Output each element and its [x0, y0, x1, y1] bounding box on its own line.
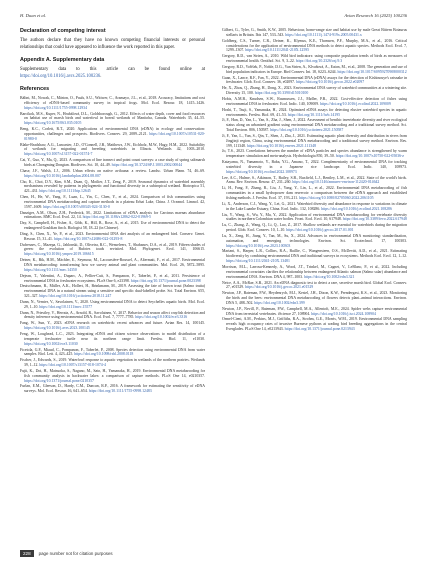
reference-text: Neice, A.A., McRae, S.B., 2021. An eDNA diagnostic test to detect a rare, secretive marsh bird. Global Ecol. Conserv. 27, e01529.	[222, 280, 407, 290]
reference-text: Li, H., Fang, F., Zhang, R., Liu, J., Yang, Y., Lin, L., et al., 2022. Environmental DNA metabarcoding of fish communities in a small hydropower dam reservoir: a comparison between the eDNA approach and established fishing methods. J. Freshw. Ecol. 37, 193–211.	[222, 186, 407, 200]
reference-item	[222, 160, 407, 175]
reference-doi-link[interactable]: https://doi.org/10.1186/s12862-022-01969-5	[82, 215, 151, 220]
reference-item	[222, 39, 407, 54]
page-footer	[20, 550, 113, 557]
reference-item	[222, 176, 407, 186]
reference-item	[20, 258, 205, 273]
reference-text: Newton, J.P., Nevill, P., Bateman, P.W., Campbell, M.A., Allentoft, M.E., 2024. Spider webs capture environmental DNA from terrestrial vertebrates. iScience 27, 108904.	[222, 306, 407, 316]
reference-text: Deutschmann, B., Müller, A.K., Hollert, H., Brinkmann, M., 2019. Assessing the fate of brown trout (Salmo trutta) environmental DNA in a natural stream using a sensitive and specific dual-labelled probe. Sci. Total Environ. 655, 321–327.	[20, 284, 205, 299]
reference-item	[222, 76, 407, 86]
reference-item	[222, 65, 407, 75]
reference-item	[222, 281, 407, 291]
reference-item	[20, 284, 205, 299]
reference-doi-link[interactable]: https://doi.org/10.1002/ece3.11030	[24, 341, 78, 346]
reference-doi-link[interactable]: https://doi.org/10.1016/j.isci.2024.108904	[311, 311, 376, 316]
left-column	[20, 28, 205, 395]
reference-item	[222, 223, 407, 233]
running-header-authors: H. Duan et al.	[20, 13, 47, 18]
reference-item	[20, 321, 205, 331]
reference-text: Dunn, N., Priestley, V., Herraiz, A., Arnold, R., Savolainen, V., 2017. Behavior and season affect crayfish detection and density inference using environmental DNA. Ecol. Evol. 7, 7777–7785.	[20, 310, 205, 320]
reference-text: Ficetola, G.F., Miaud, C., Pompanon, F., Taberlet, P., 2008. Species detection using environmental DNA from water samples. Biol. Lett. 4, 423–425.	[20, 347, 205, 357]
reference-item	[222, 118, 407, 133]
reference-doi-link[interactable]: https://doi.org/10.1146/annurev-environ-112420-014642	[292, 180, 380, 185]
reference-list-right	[222, 28, 407, 332]
reference-item	[20, 311, 205, 321]
reference-item	[20, 127, 205, 142]
reference-doi-link[interactable]: https://doi.org/10.1016/j.ecolind.2022.109009	[320, 101, 391, 106]
reference-text: Gregory, R.D., Vořišek, P., Noble, D.G., Van Strien, A., Klvaňová, A., Eaton, M., et al., 2008. The generation and use of bird population indicators in Europe. Bird Conserv. Int. 18, S223–S244.	[222, 64, 407, 74]
reference-text: Hoshi, T., Tsuji, S., Yamanaka, H., 2024. Optimized eDNA assays for detecting elusive waterbird species in aquatic environments. Freshw. Biol. 69, 41–53.	[222, 107, 407, 117]
reference-doi-link[interactable]: https://doi.org/10.3389/fevo.2022.617948	[342, 217, 407, 222]
reference-doi-link[interactable]: https://doi.org/10.1371/journal.pone.0023398	[130, 278, 201, 283]
reference-text: Deiner, K., Bik, H.M., Mächler, E., Seymour, M., Lacoursière-Roussel, A., Altermatt, F., et al., 2017. Environmental DNA metabarcoding: transforming how we survey animal and plant communities. Mol. Ecol. 26, 5872–5895.	[20, 258, 205, 267]
reference-text: Ji, F., Han, D., Yan, L., Yan, S., Zha, J., Shen, J., 2022. Assessment of benthic invertebrate diversity and river ecological status along an urbanized gradient using environmental DNA metabarcoding and a traditional survey method. Sci. Total Environ. 806, 150587.	[222, 118, 407, 133]
reference-doi-link[interactable]: https://doi.org/10.1111/j.1474-919x.2005.00431.x	[285, 32, 362, 37]
reference-doi-link[interactable]: https://doi.org/10.1007/s10531-020-01980-0	[24, 131, 205, 141]
reference-text: Blake-Bradshaw, A.G., Lancaster, J.D., O'Connell, J.B., Matthews, J.W., Eichholz, M.W., Hagy, H.M., 2022. Suitability of wetlands for migrating and breeding waterbirds in Illinois. Wetlands 42, 1003–2010.	[20, 142, 205, 152]
reference-text: Guan, X., Lance, R.F., Fan, Y., 2022. Environmental DNA (eDNA) assays for the detection of Kishinouye's ratsnake in freshwater. Glob. Ecol. Conserv. 36, e02097.	[222, 75, 407, 85]
reference-doi-link[interactable]: https://doi.org/10.1007/s13157-022-01574-7	[24, 152, 93, 157]
reference-item	[20, 221, 205, 231]
reference-text: Cai, Y., Guo, Y., Ma, Q., 2023. A comparison of line transect and point count surveys: a case study of spring saltmarsh birds at Chongming Dongtan. Biodivers. Sci. 10, 44–49.	[20, 158, 205, 167]
reference-list-left	[20, 96, 205, 394]
reference-text: Barcikok, M.S., Kuper, N., Hrubálová, D.L., Goldsborough, G., 2012. Effects of water depth, cover and food resources on habitat use of marsh birds and waterfowl in boreal wetlands of Manitoba, Canada. Waterbirds 35, 44–55.	[20, 111, 205, 121]
reference-doi-link[interactable]: https://doi.org/10.1080/02705060.2022.2061105	[298, 196, 374, 200]
reference-text: Chen, H., He, W., Yang, F., Luan, L., Yin, C., Chen, Y., et al., 2024. Comparison of fish communities using environmental DNA metabarcoding and capture methods in a plateau Erhai Lake, China. J. Oceanol. Limnol. 42, 1597–1609.	[20, 195, 205, 209]
reference-doi-link[interactable]: https://doi.org/10.1002/ece3.3316	[135, 315, 188, 320]
reference-item	[222, 86, 407, 96]
reference-text: Fischer, J., Edwards, S., 2019. Waterfowl response to aquatic vegetation in wetlands of the northern prairies. Wetlands 39, 1–12.	[20, 358, 205, 368]
reference-item	[222, 149, 407, 159]
reference-text: Fujii, K., Doi, H., Matsuoka, S., Nagano, M., Sato, H., Yamanaka, H., 2019. Environmental DNA metabarcoding for fish community analysis in backwater lakes: a comparison of capture methods. PLoS One 14, e0210357.	[20, 368, 205, 378]
references-heading: References	[20, 86, 50, 92]
reference-text: Dejean, T., Valentini, A., Duparc, A., Pellier-Cuit, S., Pompanon, F., Taberlet, P., et al., 2011. Persistence of environmental DNA in freshwater ecosystems. PLoS One 6, e23398.	[20, 273, 205, 283]
reference-doi-link[interactable]: https://doi.org/10.1002/edn3.399	[254, 300, 305, 305]
reference-text: Goldberg, C.S., Turner, C.R., Deiner, K., Klymus, K.E., Thomsen, P.F., Murphy, M.A., et al., 2016. Critical considerations for the application of environmental DNA methods to detect aquatic species. Methods Ecol. Evol. 7, 1299–1307.	[222, 38, 407, 53]
reference-item	[20, 300, 205, 310]
reference-text: Beng, K.C., Corlett, R.T., 2020. Applications of environmental DNA (eDNA) in ecology and conservation: opportunities, challenges and prospects. Biodivers. Conserv. 29, 2089–2121.	[20, 127, 205, 136]
reference-doi-link[interactable]: https://doi.org/10.1016/j.scitotenv.2021.150587	[270, 128, 344, 133]
reference-text: Gregory, R.D., van Strien, A., 2010. Wild bird indicators: using composite population trends of birds as measures of environmental health. Ornithol. Sci. 9, 3–22.	[222, 54, 407, 64]
reference-item	[20, 158, 205, 168]
reference-doi-link[interactable]: https://doi.org/10.1007/s12686-022-01293-8	[53, 236, 123, 241]
reference-doi-link[interactable]: https://doi.org/10.1111/mec.14350	[24, 267, 77, 272]
reference-text: He, X., Zhou, Q., Zhang, H., Dong, X., 2023. Environmental DNA survey of waterbird communities at a wintering site. Diversity 15, 100.	[222, 86, 407, 96]
reference-doi-link[interactable]: https://doi.org/10.1002/edn3.321	[303, 274, 355, 279]
reference-text: Mariani, S., Harper, L.R., Collins, R.A., Baillie, C., Wangensteen, O.S., McDevitt, A.D., et al., 2021. Estimating biodiversity by combining environmental DNA and traditional surveys in ecosystems. Methods Ecol. Evol. 12, 1–12.	[222, 249, 407, 259]
reference-text: Chase, J.F., Walsh, J.J., 2006. Urban effects on native avifauna: a review. Landsc. Urban Plann. 74, 46–69.	[20, 168, 205, 173]
reference-doi-link[interactable]: https://doi.org/10.1111/btp.12645	[39, 189, 91, 194]
reference-text: Dunn, N., Vernier, V., Savolainen, V., 2020. Using environmental DNA to detect Seychelles aquatic birds. Mol. Ecol. 29, 1–10.	[20, 299, 205, 309]
reference-item	[20, 274, 205, 284]
reference-text: Ding, S., Chen, X., Ye, P., et al., 2023. Environmental DNA diet analysis of an endangered bird. Conserv. Genet. Resour. 15, 31–41.	[20, 231, 205, 241]
reference-doi-link[interactable]: https://doi.org/10.1016/j.gecco.2021.e01529	[245, 285, 314, 290]
reference-text: Dufresnes, C., Mazepa, G., Jablonski, D., Oliveira, R.C., Wenseleers, T., Shabanov, D.A., et al., 2019. Fifteen shades of green: the evolution of Bufotes toads revisited. Mol. Phylogenet. Evol. 141, 106615.	[20, 242, 205, 252]
reference-item	[222, 54, 407, 64]
reference-text: Hobis, A.M.B., Knudsen, S.W., Rasmussen, J.J., Møller, P.R., 2022. Cost-effective detection of fishes using environmental DNA in freshwater. Ecol. Indic. 140, 109009.	[222, 96, 407, 106]
reference-item	[20, 112, 205, 127]
reference-doi-link[interactable]: https://doi.org/10.1675/063.035.0105	[24, 121, 82, 126]
reference-doi-link[interactable]: https://doi.org/10.1016/j.ecolind.2022.108973	[226, 169, 297, 174]
reference-doi-link[interactable]: https://doi.org/10.1371/journal.pone.0213943	[284, 327, 355, 332]
reference-doi-link[interactable]: https://doi.org/10.1007/s13157-018-1074-4	[39, 363, 106, 368]
running-header-journal: Avian Research 16 (2025) 100236	[344, 13, 407, 18]
reference-item	[222, 134, 407, 149]
reference-text: Day, S., Campbell, H., Fisher, A., Gibb, K., Hill, B., Rose, A., et al., 2015. Use of environmental DNA to detect the endangered Gouldian finch. Biologist 58, 18–22 (in Chinese).	[20, 221, 205, 231]
reference-item	[20, 332, 205, 347]
reference-doi-link[interactable]: https://doi.org/10.1111/2041-210X.13481	[226, 259, 290, 264]
appendix-text-before: Supplementary data to this article can be found online at	[20, 67, 205, 72]
competing-interest-heading: Declaration of competing interest	[20, 28, 106, 34]
reference-item	[222, 28, 407, 38]
reference-doi-link[interactable]: https://doi.org/10.1016/j.scitotenv.2018.11.247	[39, 294, 112, 299]
reference-text: Liu, Y., Wang, S., Wu, Y., Ma, Y., 2022. Application of environmental DNA metabarcoding for vertebrate diversity studies in northern Colombian water bodies. Front. Ecol. Evol. 10, 617948.	[222, 212, 407, 222]
appendix-text-after: .	[100, 73, 102, 79]
reference-doi-link[interactable]: https://doi.org/10.1098/rsbl.2008.0118	[74, 352, 134, 357]
page-number: 228	[20, 550, 34, 557]
reference-item	[222, 307, 407, 317]
reference-doi-link[interactable]: https://doi.org/10.3390/d15010100	[254, 91, 309, 96]
reference-doi-link[interactable]: https://doi.org/10.1111/mec.15577	[39, 304, 93, 309]
reference-text: Feng, W., Loughead, L.C., 2023. Integrating eDNA and citizen science observations to model distribution of a temperate freshwater turtle near its northern range limit. Freshw. Biol. 11, e11030.	[20, 331, 205, 341]
reference-text: Fang, W., Sun, Y., 2023. eDNA research on waterbirds: recent advances and future. Avian Res. 14, 100145.	[20, 321, 205, 326]
appendix-text	[20, 67, 205, 80]
reference-text: Lu, X., Zeng, H., Jiang, Y., Tan, M., Su, X., 2024. Advances in environmental DNA monitoring: standardization, automation, and emerging technologies. Environ. Sci. Ecotechnol. 17, 100303.	[222, 233, 407, 243]
reference-item	[222, 291, 407, 306]
reference-text: Lee, A.C., Hulme, S., Atkinson, T., Bailey, S.B., Buxfield, L.J., Bentley, L.M., et al., 2022. State of the world's birds. Annu. Rev. Environ. Resour. 47, 231–260.	[222, 175, 407, 185]
reference-doi-link[interactable]: https://doi.org/10.1111/1755-0998.12934	[24, 105, 88, 110]
reference-text: Cho, K., Choi, D.Y., Kim, S.M., Duan, Q., Moilier, J.T., Zeng, P., 2019. Seasonal dynamics of waterbird assembly mechanisms revealed by patterns in phylogenetic and functional diversity in a subtropical wetland. Biotropica 51, 421–431.	[20, 179, 205, 194]
reference-text: Newton, J.P., Bateman, P.W., Heydenrych, M.J., Kestel, J.H., Dixon, K.W., Prendergast, K.S., et al., 2023. Monitoring the birds and the bees: environmental DNA metabarcoding of flowers detects plant–animal interactions. Environ. DNA 5, 488–502.	[222, 291, 407, 305]
reference-doi-link[interactable]: https://doi.org/10.1016/j.envres.2021.111348	[246, 143, 317, 148]
reference-text: Lu, C., Zhang, Z., Wang, Q., Li, Q., Luo, Z., 2017. Shallow wetlands are essential for waterbirds during the migration period. Glob. Ecol. Conserv. 10, 1–10.	[222, 223, 407, 233]
reference-doi-link[interactable]: https://doi.org/10.3724/SP.J.1003.2002.00044	[111, 162, 183, 167]
right-column	[222, 28, 407, 333]
reference-item	[222, 213, 407, 223]
reference-item	[20, 232, 205, 242]
reference-item	[20, 180, 205, 195]
reference-item	[20, 243, 205, 258]
reference-text: Morrison, M.L., Larrosa-Kennedy, A., Wood, J.T., Trinkel, M., Cagnet, V., LeBlanc, P., et al., 2022. Including environmental covariates clarifies the relationship between endangered Atlantic salmon (Salmo salar) abundance and environmental DNA. Environ. DNA 4, 987–1003.	[222, 264, 407, 279]
reference-doi-link[interactable]: https://doi.org/10.1111/2041-210X.12595	[245, 48, 310, 53]
reference-doi-link[interactable]: https://doi.org/10.1016/j.gecco.2022.e02097	[296, 80, 365, 85]
reference-item	[222, 234, 407, 249]
reference-text: Li, X., Anderson, C.J., Wang, Y., Lei, G., 2021. Waterbird diversity and abundance in response to variations in climate in the Lake Luanhe Estuary, China. Ecol. Indic. 132, 108286.	[222, 201, 407, 211]
reference-item	[222, 97, 407, 107]
reference-doi-link[interactable]: https://doi.org/10.1007/s10750-022-05036-z	[335, 154, 405, 159]
reference-text: Bálint, M., Nowak, C., Márton, O., Pauls, S.U., Wittwer, C., Aramayo, J.L., et al., 2018. Accuracy, limitations and cost efficiency of eDNA-based community survey in tropical frogs. Mol. Ecol. Resour. 18, 1415–1426.	[20, 96, 205, 105]
appendix-heading: Appendix A. Supplementary data	[20, 57, 105, 63]
reference-doi-link[interactable]: https://doi.org/10.1371/journal.pone.0210357	[24, 378, 94, 383]
reference-doi-link[interactable]: https://doi.org/10.1016/j.ympev.2019.106615	[24, 252, 94, 257]
reference-item	[222, 249, 407, 264]
reference-doi-link[interactable]: https://doi.org/10.1016/j.gecco.2017.01.001	[286, 228, 354, 233]
reference-item	[20, 358, 205, 368]
appendix-link[interactable]: https://doi.org/10.1016/j.avrs.2025.100236	[20, 73, 101, 79]
footer-text: page number not for citation purposes	[38, 551, 113, 556]
reference-doi-link[interactable]: https://doi.org/10.1016/j.landurbplan.2004.08.007	[24, 173, 101, 178]
reference-text: Gilbert, G., Tyler, G., Smith, K.W., 2005. Behaviour, home-range size and habitat use by male Great Bittern Botaurus stellaris in Britain. Ibis 147, 533–543.	[222, 28, 407, 37]
reference-doi-link[interactable]: https://doi.org/10.1016/j.ese.2023.100303	[226, 243, 291, 248]
competing-interest-text: The authors declare that they have no known competing financial interests or personal relationships that could have appeared to influence the work reported in this paper.	[20, 38, 205, 50]
reference-doi-link[interactable]: https://doi.org/10.1111/1755-0998.12483	[88, 389, 152, 394]
reference-doi-link[interactable]: https://doi.org/10.1017/S0959270908000312	[337, 69, 407, 74]
reference-text: Furlan, E.M., Gleeson, D., Hardy, C.M., Duncan, R.P., 2016. A framework for estimating the sensitivity of eDNA surveys. Mol. Ecol. Resour. 16, 641–654.	[20, 384, 205, 394]
reference-item	[222, 186, 407, 201]
reference-item	[20, 96, 205, 111]
reference-item	[20, 143, 205, 158]
reference-item	[222, 202, 407, 212]
reference-text: Jo, T.S., 2023. Correlations between the number of eDNA particles and species abundance is strengthened by warm temperature: simulation and meta-analysis. Hydrobiologia 850, 39–50.	[222, 149, 407, 159]
reference-item	[222, 108, 407, 118]
reference-item	[20, 369, 205, 384]
reference-item	[20, 348, 205, 358]
reference-item	[222, 317, 407, 332]
reference-doi-link[interactable]: https://doi.org/10.1007/s00343-024-3130-0	[43, 204, 110, 209]
reference-item	[20, 384, 205, 394]
reference-text: Danziger, A.M., Olson, Z.H., Frederick, M., 2022. Limitations of eDNA analysis for Carcinus maenas abundance estimations. BMC Ecol. Evol. 22, 14.	[20, 210, 205, 220]
reference-item	[20, 169, 205, 179]
reference-doi-link[interactable]: https://doi.org/10.1016/j.ecolind.2021.108286	[321, 206, 392, 211]
reference-doi-link[interactable]: https://doi.org/10.1016/j.avrs.2023.100145	[24, 326, 90, 331]
reference-doi-link[interactable]: https://doi.org/10.2326/osj.9.3	[295, 59, 343, 64]
reference-item	[222, 265, 407, 280]
reference-doi-link[interactable]: https://doi.org/10.1111/fwb.14195	[287, 112, 341, 117]
reference-item	[20, 211, 205, 221]
reference-text: Ji, F., Yan, L., Yan, S., Qin, T., Shen, J., Zha, J., 2021. Estimating aquatic plant diversity and distribution in rivers from Jingjinji region, China, using environmental DNA metabarcoding and a traditional survey method. Environ. Res. 199, 111348.	[222, 133, 407, 148]
reference-item	[20, 195, 205, 210]
reference-text: Ormel-Cieni, A.M., Perkins, M.J., Griffiths, R.A., Strohm, G.E., Morris, W.M., 2019. Environmental DNA sampling reveals high occupancy rates of invasive Burmese pythons at wading bird breeding aggregations in the central Everglades. PLoS One 14, e0213943.	[222, 317, 407, 332]
reference-text: Katayama, N., Yamamoto, Y., Baba, Y.G., Amano, T., 2022. Complementarity of environmental DNA for tracking waterbird diversity in a Japanese rice landscape. Ecol. Indic. 140, 108973.	[222, 160, 407, 169]
